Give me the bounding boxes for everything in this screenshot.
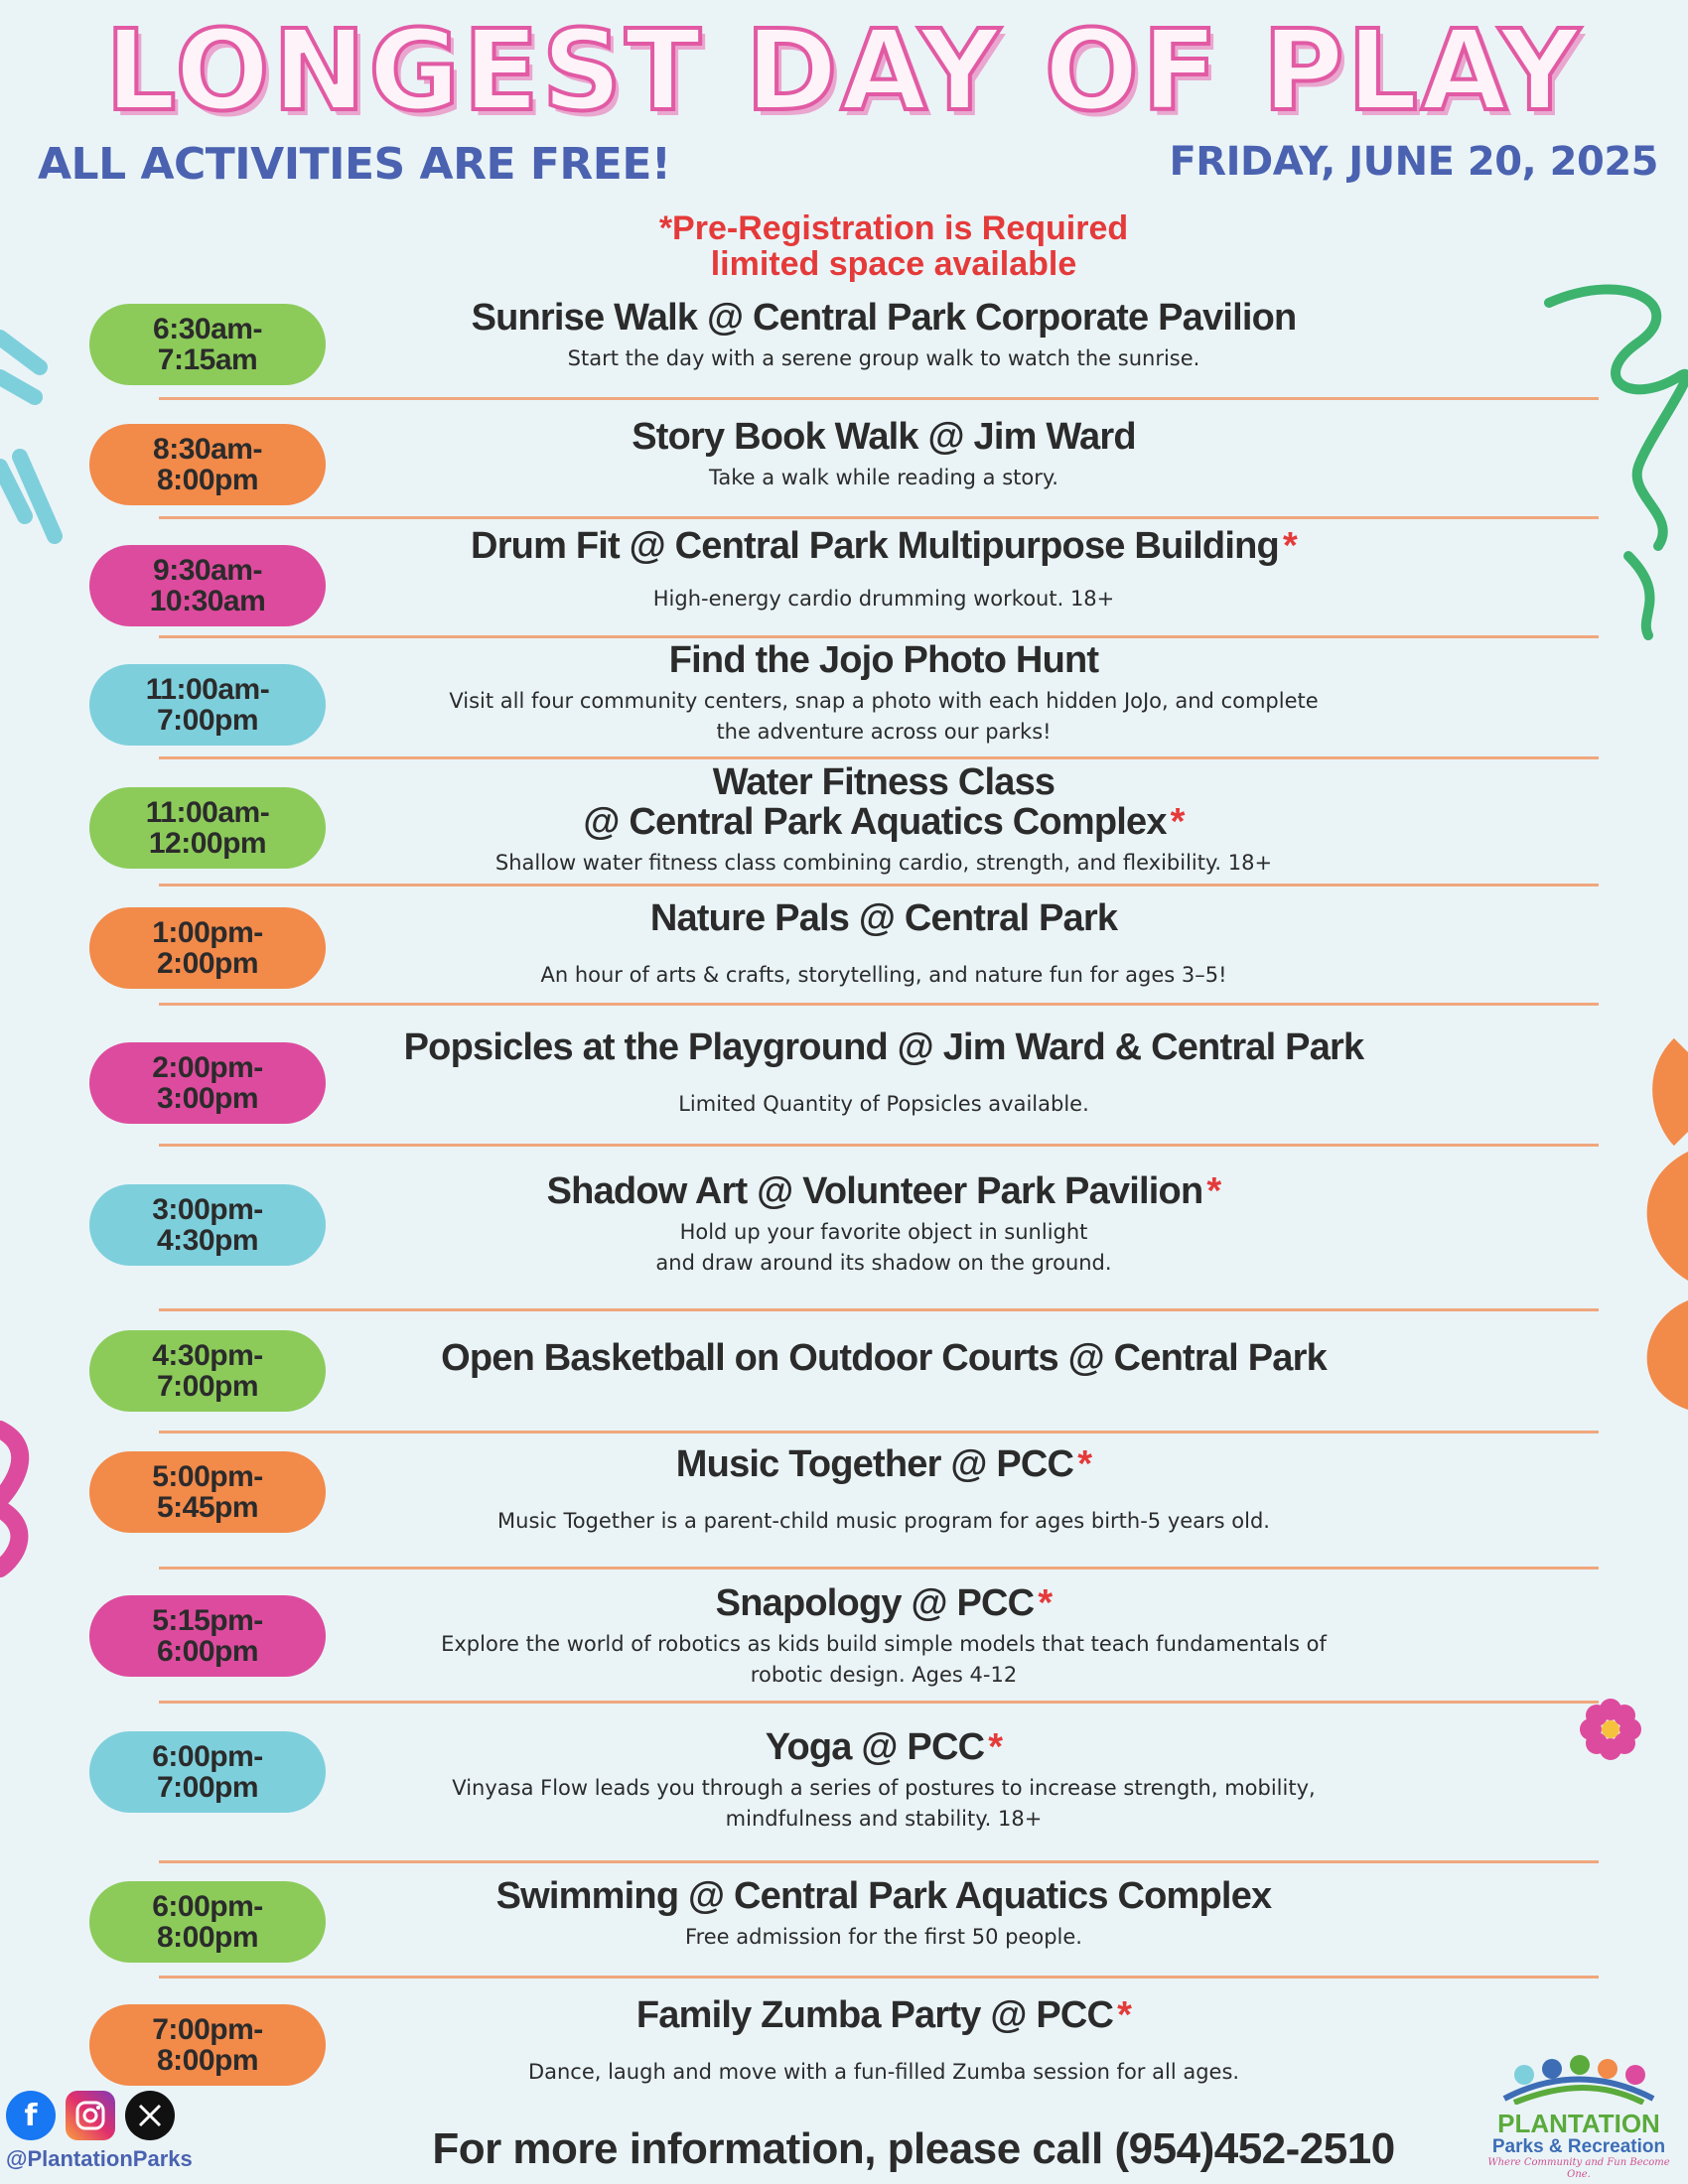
registration-required-icon: * [1038,1582,1053,1624]
event-title-text: Open Basketball on Outdoor Courts @ Central Park [441,1337,1327,1379]
event-description: An hour of arts & crafts, storytelling, and nature fun for ages 3–5! [540,963,1227,987]
event-description: Hold up your favorite object in sunlight and draw around its shadow on the ground. [655,1220,1112,1275]
event-title-text: Popsicles at the Playground @ Jim Ward & Central Park [403,1026,1364,1068]
event-item [387,1876,1380,1953]
logo-subtitle: Parks & Recreation [1491,2136,1666,2157]
event-title-text: Family Zumba Party @ PCC [635,1994,1114,2036]
time-label: 3:00pm- 4:30pm [152,1193,263,1257]
contact-info: For more information, please call (954)452-2510 [432,2124,1395,2173]
event-title-text: Swimming @ Central Park Aquatics Complex [495,1875,1272,1917]
event-title [387,898,1380,938]
event-title-text: Snapology @ PCC [715,1582,1035,1624]
social-handle[interactable]: @PlantationParks [6,2146,193,2171]
time-label: 11:00am- 7:00pm [145,673,270,737]
event-item [387,417,1380,493]
event-item [387,1444,1380,1537]
event-item [387,1727,1380,1835]
time-label: 6:00pm- 7:00pm [152,1740,263,1804]
time-label: 4:30pm- 7:00pm [152,1339,263,1403]
event-title-text: Drum Fit @ Central Park Multipurpose Building [471,525,1279,567]
event-description: Start the day with a serene group walk to watch the sunrise. [567,346,1200,370]
event-date: FRIDAY, JUNE 20, 2025 [1169,139,1658,185]
event-title [387,298,1380,338]
divider [159,1701,1599,1704]
time-badge [89,1330,326,1412]
preregistration-line-2: limited space available [710,245,1077,283]
time-badge [89,787,326,869]
divider [159,756,1599,759]
event-title-text: Sunrise Walk @ Central Park Corporate Pavilion [471,297,1297,339]
divider [159,1976,1599,1979]
time-label: 11:00am- 12:00pm [145,796,270,860]
event-item [387,526,1380,614]
time-badge [89,1881,326,1963]
time-label: 6:00pm- 8:00pm [152,1890,263,1954]
registration-required-icon: * [1206,1170,1221,1212]
divider [159,884,1599,887]
event-title [387,1444,1380,1484]
event-title [387,1583,1380,1623]
time-badge [89,304,326,385]
divider [159,1567,1599,1570]
time-label: 5:00pm- 5:45pm [152,1460,263,1524]
time-badge [89,907,326,989]
free-activities-note: ALL ACTIVITIES ARE FREE! [38,139,671,190]
registration-required-icon: * [1282,525,1297,567]
facebook-icon[interactable]: f [6,2091,56,2140]
event-title-text: Story Book Walk @ Jim Ward [632,416,1136,458]
event-title [387,1876,1380,1916]
event-description: Explore the world of robotics as kids build simple models that teach fundamentals of robotic design. Ages 4-12 [441,1632,1327,1687]
time-label: 7:00pm- 8:00pm [152,2013,263,2077]
divider [159,397,1599,400]
event-title-text: Yoga @ PCC [765,1726,985,1768]
time-badge [89,1042,326,1124]
logo-tagline: Where Community and Fun Become One. [1487,2157,1670,2180]
event-description: Music Together is a parent-child music program for ages birth-5 years old. [497,1509,1270,1533]
event-item [387,1583,1380,1691]
event-description: Free admission for the first 50 people. [685,1925,1082,1949]
divider [159,1003,1599,1006]
event-title [387,1727,1380,1767]
time-label: 9:30am- 10:30am [149,554,266,617]
event-title [387,1995,1380,2035]
divider [159,1431,1599,1433]
time-label: 2:00pm- 3:00pm [152,1051,263,1115]
event-item [387,762,1380,879]
event-item [387,1171,1380,1279]
event-title [387,1338,1380,1378]
event-title [387,417,1380,457]
time-badge [89,545,326,626]
time-badge [89,1184,326,1266]
event-title-text: Shadow Art @ Volunteer Park Pavilion [546,1170,1203,1212]
logo-name: PLANTATION [1497,2109,1660,2138]
divider [159,1308,1599,1311]
divider [159,1144,1599,1147]
event-title [387,526,1380,566]
divider [159,1860,1599,1863]
event-item [387,298,1380,374]
event-title [387,762,1380,842]
event-item [387,898,1380,991]
preregistration-line-1: *Pre-Registration is Required [658,209,1129,247]
event-description: Visit all four community centers, snap a photo with each hidden JoJo, and complete the adventure across our parks! [449,689,1319,744]
event-title [387,640,1380,680]
registration-required-icon: * [988,1726,1003,1768]
time-badge [89,2004,326,2086]
time-label: 6:30am- 7:15am [153,313,262,376]
event-description: Vinyasa Flow leads you through a series of postures to increase strength, mobility, mindfulness and stability. 18+ [452,1776,1316,1831]
event-title [387,1171,1380,1211]
event-item [387,640,1380,748]
event-title-text: Water Fitness Class @ Central Park Aquatics Complex [583,761,1167,843]
registration-required-icon: * [1117,1994,1132,2036]
plantation-logo [1479,2053,1678,2181]
time-badge [89,664,326,746]
registration-required-icon: * [1077,1443,1092,1485]
time-badge [89,1595,326,1677]
registration-required-icon: * [1170,801,1185,843]
preregistration-note [0,210,1688,282]
event-item [387,1338,1380,1378]
time-label: 8:30am- 8:00pm [153,433,262,496]
event-item [387,1995,1380,2088]
event-title-text: Find the Jojo Photo Hunt [668,639,1099,681]
event-item [387,1027,1380,1120]
poster-title: LONGEST DAY OF PLAY [104,7,1584,136]
divider [159,516,1599,519]
event-description: Limited Quantity of Popsicles available. [678,1092,1089,1116]
event-title-text: Music Together @ PCC [675,1443,1074,1485]
event-description: Shallow water fitness class combining cardio, strength, and flexibility. 18+ [494,851,1273,875]
time-label: 1:00pm- 2:00pm [152,916,263,980]
event-title-text: Nature Pals @ Central Park [649,897,1118,939]
logo-mark-icon [1494,2053,1663,2105]
time-badge [89,424,326,505]
event-title [387,1027,1380,1067]
time-badge [89,1451,326,1533]
time-badge [89,1731,326,1813]
event-description: High-energy cardio drumming workout. 18+ [652,587,1115,611]
time-label: 5:15pm- 6:00pm [152,1604,263,1668]
divider [159,635,1599,638]
event-description: Dance, laugh and move with a fun-filled Zumba session for all ages. [527,2060,1240,2084]
event-description: Take a walk while reading a story. [709,466,1058,489]
